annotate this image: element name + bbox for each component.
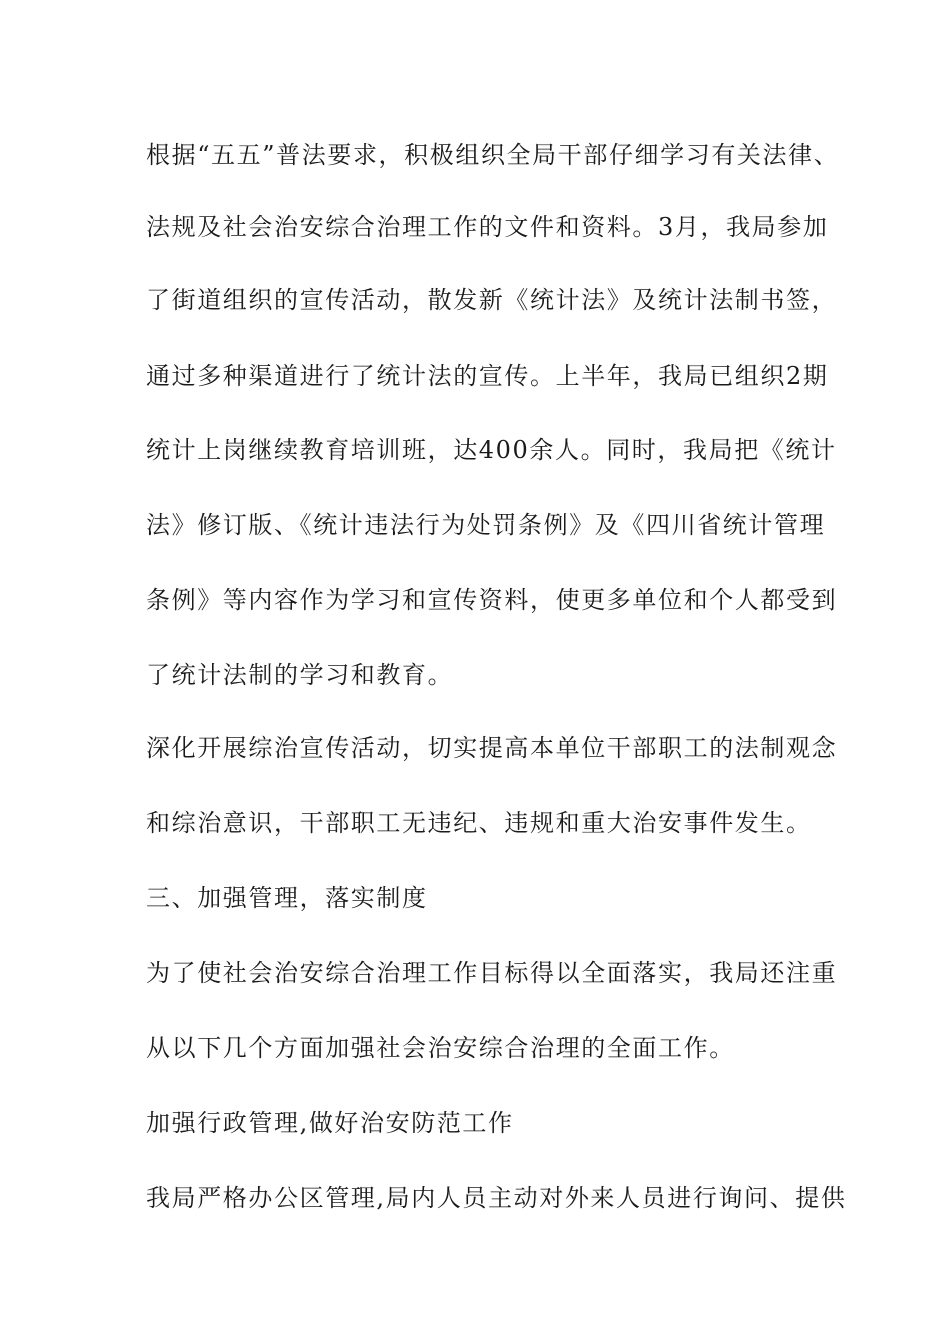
- paragraph-line: 了街道组织的宣传活动，散发新《统计法》及统计法制书签，: [146, 286, 838, 314]
- paragraph-line: 我局严格办公区管理,局内人员主动对外来人员进行询问、提供: [146, 1184, 847, 1212]
- paragraph-line: 根据“五五”普法要求，积极组织全局干部仔细学习有关法律、: [146, 141, 840, 169]
- paragraph-line: 从以下几个方面加强社会治安综合治理的全面工作。: [146, 1034, 735, 1062]
- paragraph-line: 法》修订版、《统计违法行为处罚条例》及《四川省统计管理: [146, 511, 826, 539]
- paragraph-line: 法规及社会治安综合治理工作的文件和资料。3月，我局参加: [146, 213, 829, 241]
- paragraph-line: 和综治意识，干部职工无违纪、违规和重大治安事件发生。: [146, 809, 812, 837]
- paragraph-line: 统计上岗继续教育培训班，达400余人。同时，我局把《统计: [146, 436, 837, 464]
- section-heading: 三、加强管理，落实制度: [146, 884, 428, 912]
- paragraph-line: 通过多种渠道进行了统计法的宣传。上半年，我局已组织2期: [146, 362, 829, 390]
- paragraph-line: 为了使社会治安综合治理工作目标得以全面落实，我局还注重: [146, 959, 838, 987]
- subsection-heading: 加强行政管理,做好治安防范工作: [146, 1109, 514, 1137]
- paragraph-line: 条例》等内容作为学习和宣传资料，使更多单位和个人都受到: [146, 586, 838, 614]
- paragraph-line: 了统计法制的学习和教育。: [146, 661, 454, 689]
- paragraph-line: 深化开展综治宣传活动，切实提高本单位干部职工的法制观念: [146, 734, 838, 762]
